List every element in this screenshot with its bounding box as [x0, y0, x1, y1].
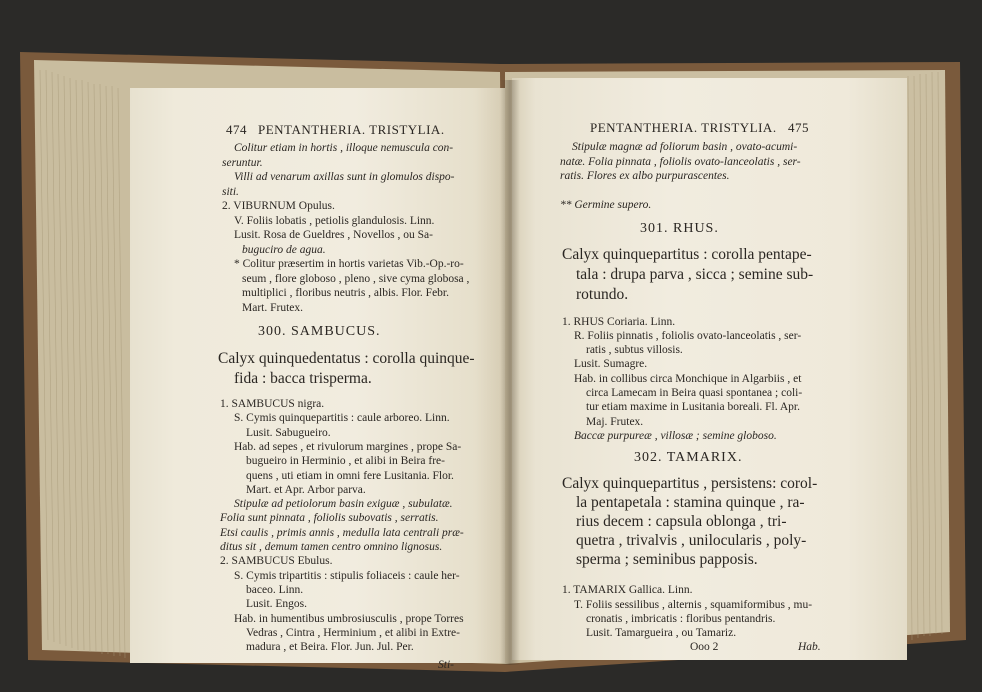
- catchword: Hab.: [798, 641, 821, 654]
- text-line: bugueiro in Herminio , et alibi in Beira fre-: [246, 455, 445, 468]
- text-line: 2. VIBURNUM Opulus.: [222, 200, 335, 212]
- text-line: multiplici , floribus neutris , albis. Flor. Febr.: [242, 287, 449, 299]
- text-line: Mart. et Apr. Arbor parva.: [246, 483, 366, 496]
- genus-description: fida : bacca trisperma.: [234, 370, 372, 387]
- text-line: madura , et Beira. Flor. Jun. Jul. Per.: [246, 641, 414, 654]
- text-line: Baccæ purpureæ , villosæ ; semine globoso.: [574, 429, 777, 442]
- right-running-head: PENTANTHERIA. TRISTYLIA.: [590, 120, 777, 135]
- text-line: S. Cymis tripartitis : stipulis foliaceis : caule her-: [234, 569, 460, 582]
- text-line: Lusit. Sumagre.: [574, 358, 648, 371]
- text-line: Lusit. Engos.: [246, 598, 308, 611]
- text-line: Lusit. Tamargueira , ou Tamariz.: [586, 627, 737, 640]
- text-line: Folia sunt pinnata , foliolis subovatis , serratis.: [220, 512, 439, 525]
- text-line: cronatis , imbricatis : floribus pentandris.: [586, 612, 776, 625]
- text-line: ratis , subtus villosis.: [586, 344, 683, 357]
- genus-description: la pentapetala : stamina quinque , ra-: [576, 494, 805, 512]
- text-line: Vedras , Cintra , Herminium , et alibi in Extre-: [246, 626, 460, 639]
- right-page: [512, 78, 907, 660]
- text-line: circa Lamecam in Beira quasi spontanea ; coli-: [586, 387, 803, 399]
- text-line: ratis. Flores ex albo purpurascentes.: [560, 170, 730, 182]
- text-line: * Colitur præsertim in hortis varietas Vib.-Op.-ro-: [234, 258, 464, 270]
- text-line: 1. SAMBUCUS nigra.: [220, 398, 325, 410]
- text-line: buguciro de agua.: [242, 243, 326, 256]
- text-line: Etsi caulis , primis annis , medulla lata centrali præ-: [220, 526, 464, 539]
- text-line: seruntur.: [222, 156, 263, 169]
- right-page-number: 475: [788, 120, 809, 135]
- signature-mark: Ooo 2: [690, 641, 719, 654]
- text-line: Lusit. Rosa de Gueldres , Novellos , ou Sa-: [234, 229, 433, 241]
- text-line: V. Foliis lobatis , petiolis glandulosis. Linn.: [234, 214, 435, 227]
- text-line: Colitur etiam in hortis , illoque nemuscula con-: [234, 142, 454, 154]
- genus-description: rius decem : capsula oblonga , tri-: [576, 513, 787, 531]
- left-running-head: PENTANTHERIA. TRISTYLIA.: [258, 122, 445, 137]
- text-line: quens , uti etiam in omni fere Lusitania. Flor.: [246, 469, 454, 482]
- genus-description: rotundo.: [576, 285, 629, 303]
- text-line: S. Cymis quinquepartitis : caule arboreo. Linn.: [234, 412, 450, 425]
- genus-heading: 301. RHUS.: [640, 220, 719, 236]
- genus-description: tala : drupa parva , sicca ; semine sub-: [576, 265, 814, 283]
- genus-description: quetra , trivalvis , unilocularis , poly-: [576, 532, 807, 550]
- catchword: Sti-: [438, 659, 454, 672]
- text-line: Stipulæ magnæ ad foliorum basin , ovato-acumi-: [572, 141, 798, 153]
- text-line: Villi ad venarum axillas sunt in glomulos dispo-: [234, 171, 455, 183]
- text-line: Stipulæ ad petiolorum basin exiguæ , subulatæ.: [234, 498, 453, 511]
- text-line: Maj. Frutex.: [586, 415, 644, 428]
- genus-description: sperma ; seminibus papposis.: [576, 551, 758, 569]
- text-line: ditus sit , demum tamen centro omnino lignosus.: [220, 541, 443, 553]
- text-line: T. Foliis sessilibus , alternis , squamiformibus , mu-: [574, 598, 813, 611]
- genus-description: Calyx quinquepartitus , persistens: corol-: [562, 475, 818, 493]
- text-line: Hab. in collibus circa Monchique in Algarbiis , et: [574, 372, 802, 385]
- text-line: Hab. in humentibus umbrosiusculis , prope Torres: [234, 612, 464, 625]
- text-line: tur etiam maxime in Lusitania boreali. Fl. Apr.: [586, 401, 800, 414]
- text-line: 2. SAMBUCUS Ebulus.: [220, 555, 333, 568]
- text-line: Lusit. Sabugueiro.: [246, 426, 331, 439]
- genus-description: Calyx quinquepartitus : corolla pentape-: [562, 245, 812, 263]
- left-page-number: 474: [226, 122, 247, 137]
- section-note: ** Germine supero.: [560, 198, 652, 211]
- text-line: Mart. Frutex.: [242, 301, 304, 314]
- genus-description: Calyx quinquedentatus : corolla quinque-: [218, 350, 475, 367]
- text-line: 1. TAMARIX Gallica. Linn.: [562, 584, 693, 597]
- genus-heading: 302. TAMARIX.: [634, 450, 743, 466]
- text-line: siti.: [222, 185, 239, 198]
- text-line: 1. RHUS Coriaria. Linn.: [562, 315, 676, 328]
- genus-heading: 300. SAMBUCUS.: [258, 324, 381, 339]
- text-line: seum , flore globoso , pleno , sive cyma globosa ,: [242, 272, 470, 285]
- text-line: baceo. Linn.: [246, 583, 304, 596]
- book-gutter: [500, 80, 520, 665]
- text-line: Hab. ad sepes , et rivulorum margines , prope Sa-: [234, 440, 462, 453]
- text-line: R. Foliis pinnatis , foliolis ovato-lanceolatis , ser-: [574, 329, 802, 342]
- left-page: [130, 88, 505, 672]
- text-line: natæ. Folia pinnata , foliolis ovato-lanceolatis , ser-: [560, 155, 801, 168]
